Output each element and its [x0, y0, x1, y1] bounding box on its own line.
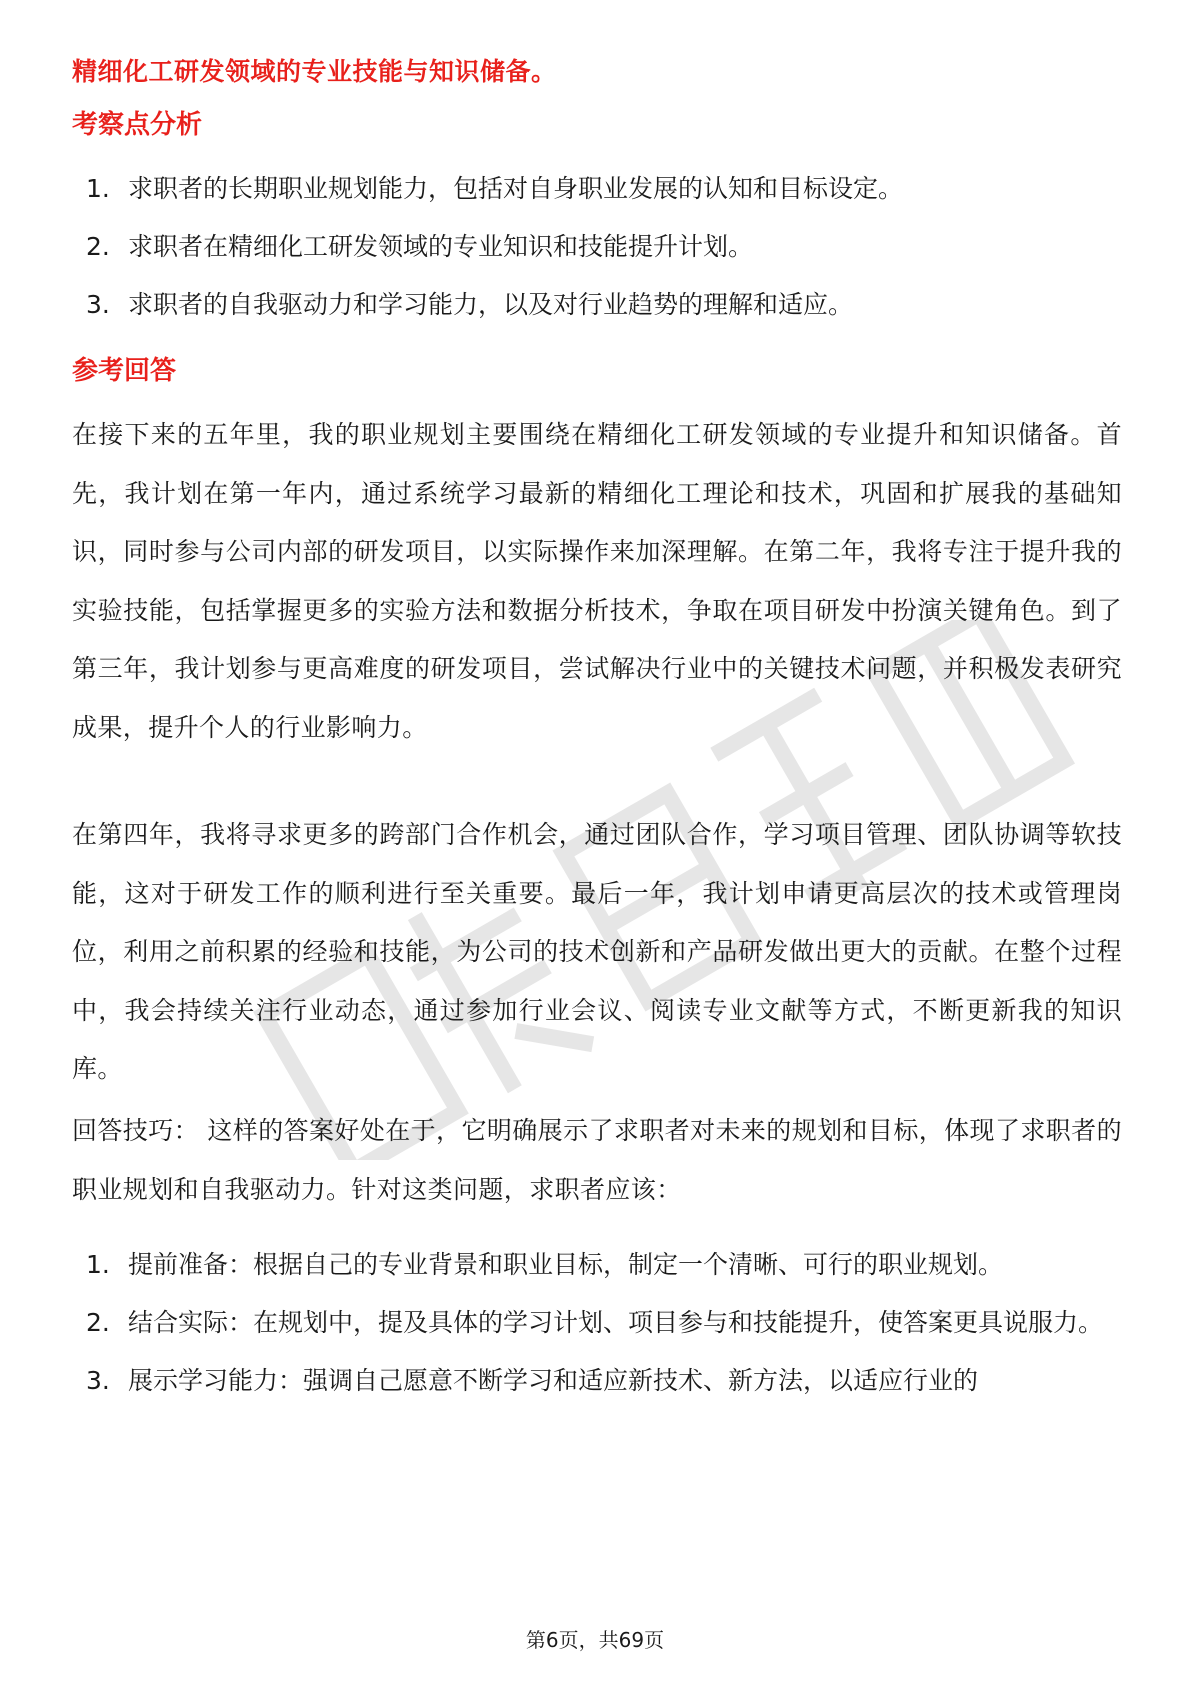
list-text: 求职者在精细化工研发领域的专业知识和技能提升计划。 [128, 232, 754, 261]
list-number: 1. [86, 1250, 110, 1279]
list-number: 1. [86, 174, 110, 203]
page-footer: 第6页，共69页 [525, 1628, 665, 1652]
answer-heading: 参考回答 [72, 356, 177, 386]
list-item [72, 1294, 1132, 1352]
list-text: 求职者的自我驱动力和学习能力，以及对行业趋势的理解和适应。 [128, 290, 854, 319]
list-item [72, 218, 1132, 276]
list-item [72, 276, 1132, 334]
answer-paragraph-1: 在接下来的五年里，我的职业规划主要围绕在精细化工研发领域的专业提升和知识储备。首先，我计划在第一年内，通过系统学习最新的精细化工理论和技术，巩固和扩展我的基础知识，同时参与公司内部的研发项目，以实际操作来加深理解。在第二年，我将专注于提升我的实验技能，包括掌握更多的实验方法和数据分析技术，争取在项目研发中扮演关键角色。到了第三年，我计划参与更高难度的研发项目，尝试解决行业中的关键技术问题，并积极发表研究成果，提升个人的行业影响力。 [72, 420, 1122, 742]
list-number: 2. [86, 1308, 110, 1337]
analysis-heading: 考察点分析 [72, 110, 203, 140]
list-text: 结合实际：在规划中，提及具体的学习计划、项目参与和技能提升，使答案更具说服力。 [128, 1308, 1104, 1337]
tips-list [72, 1236, 1132, 1410]
list-item [72, 1236, 1132, 1294]
answer-paragraph-2: 在第四年，我将寻求更多的跨部门合作机会，通过团队合作，学习项目管理、团队协调等软技能，这对于研发工作的顺利进行至关重要。最后一年，我计划申请更高层次的技术或管理岗位，利用之前积累的经验和技能，为公司的技术创新和产品研发做出更大的贡献。在整个过程中，我会持续关注行业动态，通过参加行业会议、阅读专业文献等方式，不断更新我的知识库。 [72, 820, 1122, 1083]
analysis-list [72, 160, 1132, 334]
list-text: 展示学习能力：强调自己愿意不断学习和适应新技术、新方法，以适应行业的 [128, 1366, 979, 1395]
list-item [72, 160, 1132, 218]
list-number: 2. [86, 232, 110, 261]
list-text: 提前准备：根据自己的专业背景和职业目标，制定一个清晰、可行的职业规划。 [128, 1250, 1004, 1279]
list-number: 3. [86, 1366, 110, 1395]
intro-line: 精细化工研发领域的专业技能与知识储备。 [72, 57, 557, 86]
list-item [72, 1352, 1132, 1410]
list-text: 求职者的长期职业规划能力，包括对自身职业发展的认知和目标设定。 [128, 174, 904, 203]
list-number: 3. [86, 290, 110, 319]
tips-intro: 回答技巧： 这样的答案好处在于，它明确展示了求职者对未来的规划和目标，体现了求职者的职业规划和自我驱动力。针对这类问题，求职者应该： [72, 1116, 1122, 1204]
